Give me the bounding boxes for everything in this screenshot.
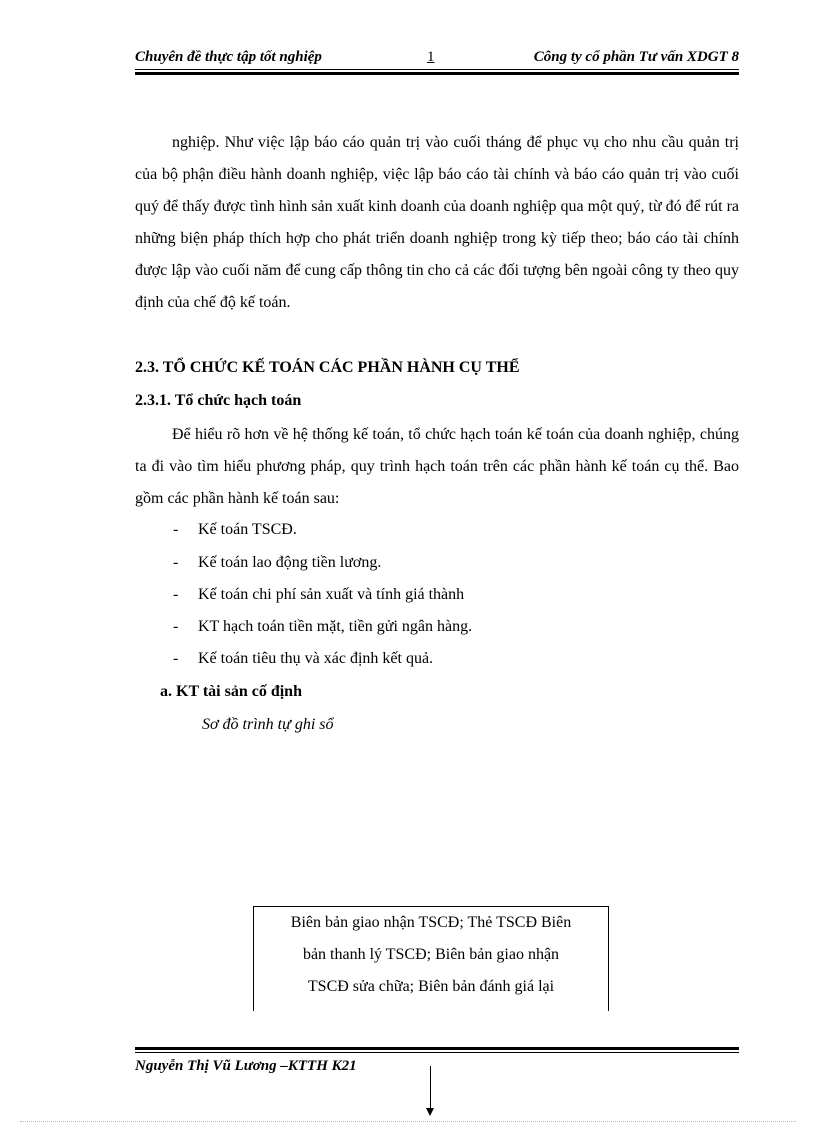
list-item bbox=[173, 554, 381, 572]
diagram-caption: Sơ đồ trình tự ghi sổ bbox=[202, 716, 334, 733]
paragraph-intro: nghiệp. Như việc lập báo cáo quản trị vào cuối tháng để phục vụ cho nhu cầu quản trị của bộ phận điều hành doanh nghiệp, việc lập báo cáo tài chính và báo cáo quản trị vào cuối quý để thấy được tình hình sản xuất kinh doanh của doanh nghiệp qua một quý, từ đó để rút ra những biện pháp thích hợp cho phát triển doanh nghiệp trong kỳ tiếp theo; báo cáo tài chính được lập vào cuối năm để cung cấp thông tin cho cả các đối tượng bên ngoài công ty theo quy định của chế độ kế toán. bbox=[135, 134, 739, 311]
page-bottom-dotted-border bbox=[20, 1121, 796, 1122]
bullet-dash: - bbox=[173, 554, 179, 571]
bullet-dash: - bbox=[173, 521, 179, 538]
bullet-dash: - bbox=[173, 618, 179, 635]
list-item-text: Kế toán chi phí sản xuất và tính giá thành bbox=[198, 586, 465, 603]
header-title: Chuyên đề thực tập tốt nghiệp bbox=[135, 49, 322, 65]
list-item-text: Kế toán lao động tiền lương. bbox=[198, 554, 382, 571]
header-rule-thick bbox=[135, 72, 739, 75]
diagram-box-line: bản thanh lý TSCĐ; Biên bản giao nhận bbox=[302, 946, 560, 963]
footer-rule-thick bbox=[135, 1047, 739, 1050]
paragraph-accounting-system: Để hiểu rõ hơn về hệ thống kế toán, tổ chức hạch toán kế toán của doanh nghiệp, chúng ta đi vào tìm hiểu phương pháp, quy trình hạch toán trên các phần hành kế toán cụ thể. Bao gồm các phần hành kế toán sau: bbox=[135, 426, 739, 507]
arrow-down-icon bbox=[426, 1108, 434, 1116]
section-heading-2-3: 2.3. TỔ CHỨC KẾ TOÁN CÁC PHẦN HÀNH CỤ THỂ bbox=[135, 359, 520, 376]
bullet-dash: - bbox=[173, 586, 179, 603]
diagram-source-documents-box bbox=[253, 906, 609, 1011]
diagram-box-line: TSCĐ sửa chữa; Biên bản đánh giá lại bbox=[307, 978, 555, 995]
footer-author: Nguyễn Thị Vũ Lương –KTTH K21 bbox=[135, 1058, 357, 1074]
list-item-text: Kế toán TSCĐ. bbox=[198, 521, 297, 538]
header-rule-thin bbox=[135, 69, 739, 70]
diagram-box-line: Biên bản giao nhận TSCĐ; Thẻ TSCĐ Biên bbox=[290, 914, 572, 931]
footer-rule-thin bbox=[135, 1052, 739, 1053]
list-item bbox=[173, 650, 433, 668]
section-heading-2-3-1: 2.3.1. Tổ chức hạch toán bbox=[135, 392, 302, 409]
list-item bbox=[173, 586, 464, 604]
diagram-arrow-line bbox=[430, 1066, 431, 1112]
page-header bbox=[135, 49, 739, 69]
list-item-text: Kế toán tiêu thụ và xác định kết quả. bbox=[198, 650, 434, 667]
list-item bbox=[173, 618, 472, 636]
list-item bbox=[173, 521, 297, 539]
header-company: Công ty cổ phần Tư vấn XDGT 8 bbox=[533, 49, 739, 65]
subheading-fixed-assets: a. KT tài sản cố định bbox=[160, 683, 302, 700]
list-item-text: KT hạch toán tiền mặt, tiền gửi ngân hàng. bbox=[198, 618, 473, 635]
bullet-dash: - bbox=[173, 650, 179, 667]
page-number: 1 bbox=[427, 49, 435, 65]
